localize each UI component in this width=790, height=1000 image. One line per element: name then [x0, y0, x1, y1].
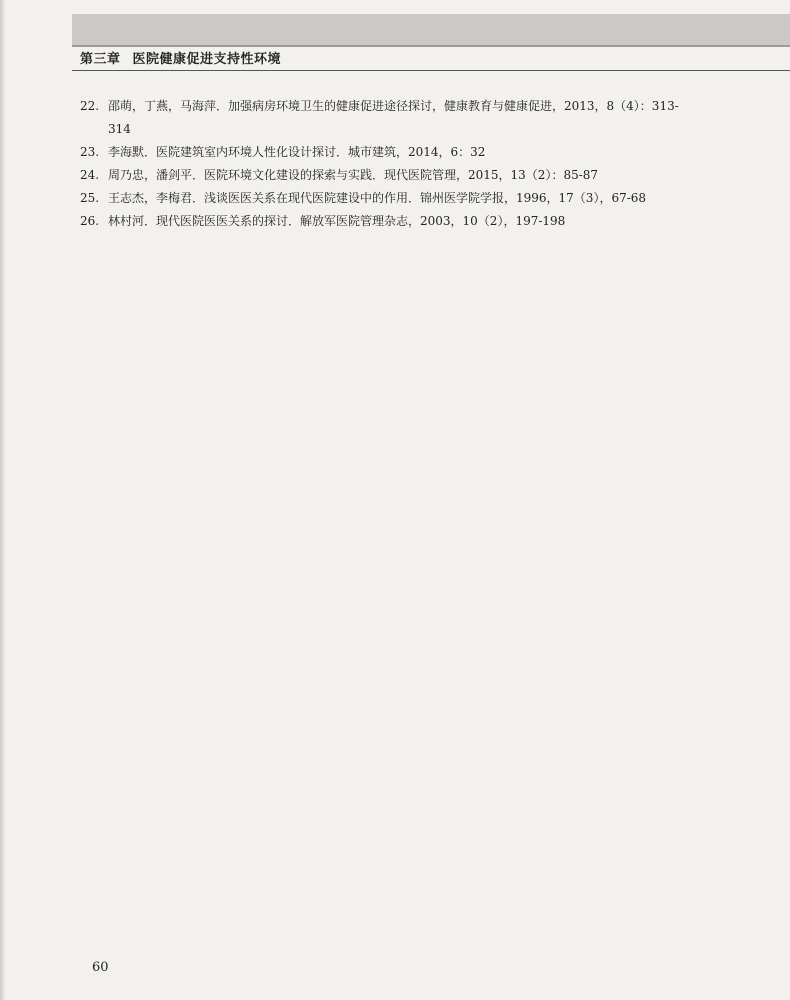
- chapter-title: 医院健康促进支持性环境: [132, 52, 282, 67]
- page-number: 60: [92, 960, 109, 975]
- reference-number: 24.: [80, 168, 100, 182]
- reference-item: [80, 95, 720, 141]
- scan-edge: [0, 0, 6, 1000]
- reference-number: 23.: [80, 145, 100, 159]
- reference-text: 邵萌，丁燕，马海萍．加强病房环境卫生的健康促进途径探讨，健康教育与健康促进，2013，8（4）：313-: [108, 99, 679, 113]
- reference-text: 周乃忠，潘剑平．医院环境文化建设的探索与实践．现代医院管理，2015，13（2）：85-87: [108, 168, 599, 182]
- reference-item: [80, 210, 720, 233]
- header-bar: [72, 14, 790, 45]
- reference-number: 25.: [80, 191, 100, 205]
- reference-number: 26.: [80, 214, 100, 228]
- chapter-heading: [80, 48, 281, 67]
- reference-item: [80, 164, 720, 187]
- reference-continuation: 314: [108, 122, 131, 136]
- header-bar-divider: [72, 45, 790, 47]
- chapter-label: 第三章: [80, 52, 121, 67]
- reference-text: 王志杰，李梅君．浅谈医医关系在现代医院建设中的作用．锦州医学院学报，1996，17（3），67-68: [108, 191, 647, 205]
- reference-number: 22.: [80, 99, 100, 113]
- reference-text: 林村河．现代医院医医关系的探讨．解放军医院管理杂志，2003，10（2），197-198: [108, 214, 566, 228]
- reference-item: [80, 141, 720, 164]
- reference-list: [80, 95, 720, 233]
- reference-item: [80, 187, 720, 210]
- reference-text: 李海默．医院建筑室内环境人性化设计探讨．城市建筑，2014，6：32: [108, 145, 486, 159]
- header-rule: [72, 70, 790, 71]
